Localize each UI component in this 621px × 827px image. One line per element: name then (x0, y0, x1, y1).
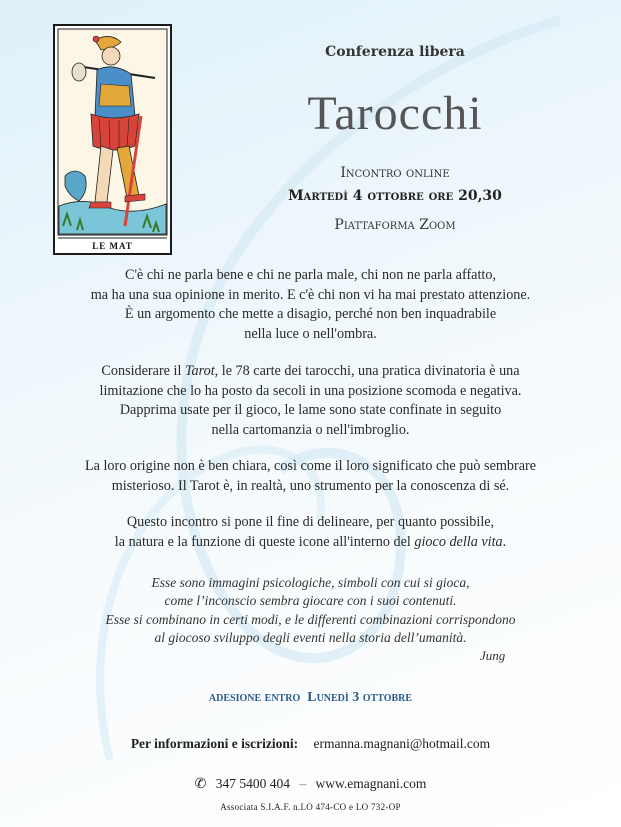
contact-label: Per informazioni e iscrizioni: (130, 736, 299, 751)
text-fragment: la natura e la funzione di queste icone all'interno del (114, 533, 415, 550)
text-line (30, 362, 591, 382)
text-line: nella cartomanzia o nell'imbroglio. (211, 421, 410, 438)
tarot-card-le-mat (53, 24, 172, 255)
gioco-emphasis: gioco della vita (414, 533, 503, 550)
text-fragment: , le 78 carte dei tarocchi, una pratica divinatoria è una (214, 363, 520, 379)
contact-info (0, 736, 621, 752)
intro-paragraph (30, 266, 591, 344)
card-label: LE MAT (92, 241, 133, 251)
quote-line: al giocoso sviluppo degli eventi nella storia dell’umanità. (154, 629, 467, 645)
text-line: nella luce o nell'ombra. (244, 325, 377, 342)
text-line (30, 533, 591, 553)
deadline-date: Lunedì 3 ottobre (307, 690, 413, 705)
registration-deadline (0, 690, 621, 706)
association-info: Associata S.I.A.F. n.LO 474-CO e LO 732-OP (220, 802, 401, 812)
text-line: misterioso. Il Tarot è, in realtà, uno strumento per la conoscenza di sé. (111, 477, 510, 494)
purpose-paragraph (30, 513, 591, 552)
text-line: È un argomento che mette a disagio, perché non ben inquadrabile (124, 306, 497, 322)
tarot-emphasis: Tarot (184, 363, 215, 379)
text-line: limitazione che lo ha posto da secoli in una posizione scomoda e negativa. (99, 382, 522, 399)
phone-number[interactable]: 347 5400 404 (215, 776, 290, 791)
separator: – (299, 776, 307, 791)
quote-line: Esse si combinano in certi modi, e le differenti combinazioni corrispondono (105, 611, 516, 627)
website-link[interactable]: www.emagnani.com (315, 776, 427, 791)
event-date: Martedì 4 ottobre ore 20,30 (288, 188, 502, 204)
event-subtitle: Conferenza libera (325, 44, 465, 60)
quote-author: Jung (480, 648, 506, 663)
text-line: ma ha una sua opinione in merito. E c'è chi non vi ha mai prestato attenzione. (90, 286, 531, 303)
contact-email[interactable]: ermanna.magnani@hotmail.com (313, 736, 491, 751)
origin-paragraph (30, 457, 591, 496)
quote-line: come l’inconscio sembra giocare con i suoi contenuti. (164, 593, 457, 609)
event-platform: Piattaforma Zoom (334, 217, 456, 233)
quote-line: Esse sono immagini psicologiche, simboli con cui si gioca, (151, 575, 470, 590)
text-line: La loro origine non è ben chiara, così come il loro significato che può sembrare (84, 458, 537, 474)
text-line: Questo incontro si pone il fine di delineare, per quanto possibile, (126, 514, 495, 530)
phone-icon: ✆ (194, 777, 207, 792)
text-line: C'è chi ne parla bene e chi ne parla male, chi non ne parla affatto, (125, 267, 496, 283)
tarot-fool-card-icon (55, 26, 170, 253)
deadline-prefix: adesione entro (208, 690, 301, 705)
jung-quote (30, 574, 591, 647)
text-line: Dapprima usate per il gioco, le lame sono state confinate in seguito (119, 402, 502, 418)
text-fragment: . (502, 533, 507, 550)
tarot-paragraph (30, 362, 591, 440)
event-title: Tarocchi (307, 87, 483, 140)
event-format: Incontro online (340, 165, 450, 181)
text-fragment: Considerare il (101, 363, 185, 379)
phone-website-line (0, 776, 621, 793)
